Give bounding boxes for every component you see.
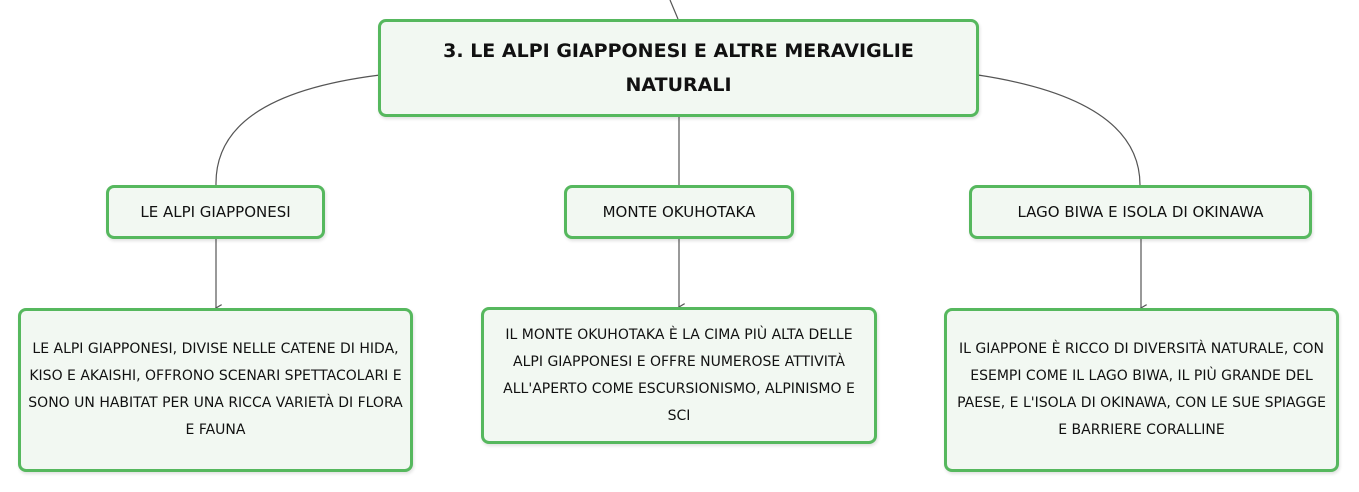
topic-node-lago-biwa-okinawa[interactable] — [969, 185, 1312, 239]
detail-node-lago-biwa-okinawa[interactable] — [944, 308, 1339, 472]
topic-node-alpi-giapponesi[interactable] — [106, 185, 325, 239]
detail-node-monte-okuhotaka[interactable] — [481, 307, 877, 444]
topic-node-monte-okuhotaka[interactable] — [564, 185, 794, 239]
root-node-title: 3. LE ALPI GIAPPONESI E ALTRE MERAVIGLIE NATURALI — [443, 40, 914, 96]
detail-node-text: IL GIAPPONE È RICCO DI DIVERSITÀ NATURALE, CON ESEMPI COME IL LAGO BIWA, IL PIÙ GRANDE DEL PAESE, E L'ISOLA DI OKINAWA, CON LE SUE SPIAGGE E BARRIERE CORALLINE — [957, 341, 1326, 438]
detail-node-alpi-giapponesi[interactable] — [18, 308, 413, 472]
connector-root-to-topic-3 — [978, 75, 1140, 185]
topic-node-label: MONTE OKUHOTAKA — [602, 203, 756, 221]
connector-parent-to-root — [670, 0, 678, 19]
root-node[interactable] — [378, 19, 979, 117]
connector-root-to-topic-1 — [216, 75, 380, 185]
topic-node-label: LAGO BIWA E ISOLA DI OKINAWA — [1017, 203, 1264, 221]
detail-node-text: IL MONTE OKUHOTAKA È LA CIMA PIÙ ALTA DELLE ALPI GIAPPONESI E OFFRE NUMEROSE ATTIVITÀ ALL'APERTO COME ESCURSIONISMO, ALPINISMO E SCI — [503, 326, 855, 424]
topic-node-label: LE ALPI GIAPPONESI — [140, 203, 291, 221]
detail-node-text: LE ALPI GIAPPONESI, DIVISE NELLE CATENE DI HIDA, KISO E AKAISHI, OFFRONO SCENARI SPETTACOLARI E SONO UN HABITAT PER UNA RICCA VARIETÀ DI FLORA E FAUNA — [28, 341, 403, 438]
